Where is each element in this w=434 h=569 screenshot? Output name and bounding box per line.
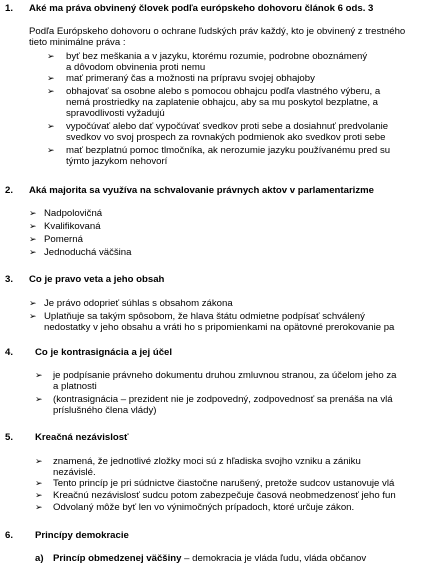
bullet-arrow-icon bbox=[35, 456, 43, 467]
list-item-line: príslušného člena vlády) bbox=[53, 405, 157, 416]
bullet-arrow-icon bbox=[35, 370, 43, 381]
bullet-arrow-icon bbox=[29, 221, 37, 232]
section-6-number: 6. bbox=[5, 530, 14, 541]
list-item: Jednoduchá väčšina bbox=[44, 247, 132, 258]
list-item-line: znamená, že jednotlivé zložky moci sú z hľadiska svojho vzniku a zániku bbox=[53, 456, 361, 467]
list-item-line: mať bezplatnú pomoc tlmočníka, ak nerozumie jazyku používanému pred su bbox=[66, 145, 391, 156]
list-item-line: je podpísanie právneho dokumentu druhou zmluvnou stranou, za účelom jeho za bbox=[53, 370, 397, 381]
bullet-arrow-icon bbox=[47, 145, 55, 156]
section-6-title: Princípy demokracie bbox=[35, 530, 129, 541]
list-item-line: týmto jazykom nehovorí bbox=[66, 156, 168, 167]
list-item-line: Kreačnú nezávislosť sudcu potom zabezpečuje časová neobmedzenosť jeho fun bbox=[53, 490, 396, 501]
bullet-arrow-icon bbox=[29, 234, 37, 245]
bullet-arrow-icon bbox=[47, 51, 55, 62]
list-item-line: vypočúvať alebo dať vypočúvať svedkov proti sebe a dosiahnuť predvolanie bbox=[66, 121, 389, 132]
list-item: Nadpolovičná bbox=[44, 208, 103, 219]
section-4-title: Co je kontrasignácia a jej účel bbox=[35, 347, 173, 358]
section-1-intro-line-2: tieto minimálne práva : bbox=[29, 37, 126, 48]
list-item-line: nezávislé. bbox=[53, 467, 96, 478]
subsection-a-title: Princíp obmedzenej väčšiny bbox=[53, 553, 182, 564]
bullet-arrow-icon bbox=[47, 73, 55, 84]
list-item: Kvalifikovaná bbox=[44, 221, 101, 232]
section-3-number: 3. bbox=[5, 274, 14, 285]
list-item-line: obhajovať sa osobne alebo s pomocou obhajcu podľa vlastného výberu, a bbox=[66, 86, 381, 97]
list-item-line: Je právo odoprieť súhlas s obsahom zákona bbox=[44, 298, 233, 309]
list-item-line: a platnosti bbox=[53, 381, 97, 392]
subsection-a-text: – demokracia je vláda ľudu, vláda občanov bbox=[181, 553, 367, 564]
section-5-number: 5. bbox=[5, 432, 14, 443]
bullet-arrow-icon bbox=[35, 478, 43, 489]
list-item: Pomerná bbox=[44, 234, 83, 245]
bullet-arrow-icon bbox=[35, 490, 43, 501]
section-1-intro-line-1: Podľa Európskeho dohovoru o ochrane ľudských práv každý, kto je obvinený z trestného bbox=[29, 26, 406, 37]
bullet-arrow-icon bbox=[29, 208, 37, 219]
list-item-line: Odvolaný môže byť len vo výnimočných prípadoch, ktoré určuje zákon. bbox=[53, 502, 355, 513]
list-item-line: Tento princíp je pri súdnictve čiastočne narušený, pretože sudcov ustanovuje vlá bbox=[53, 478, 395, 489]
bullet-arrow-icon bbox=[35, 502, 43, 513]
list-item-line: byť bez meškania a v jazyku, ktorému rozumie, podrobne oboznámený bbox=[66, 51, 368, 62]
list-item-line: nedostatky v jeho obsahu a vráti ho s pripomienkami na opätovné prerokovanie pa bbox=[44, 322, 395, 333]
list-item-line: svedkov vo svoj prospech za rovnakých podmienok ako svedkov proti sebe bbox=[66, 132, 386, 143]
section-3-title: Co je pravo veta a jeho obsah bbox=[29, 274, 165, 285]
list-item-line: (kontrasignácia – prezident nie je zodpovedný, zodpovednosť sa prenáša na vlá bbox=[53, 394, 393, 405]
bullet-arrow-icon bbox=[29, 311, 37, 322]
bullet-arrow-icon bbox=[47, 86, 55, 97]
section-2-number: 2. bbox=[5, 185, 14, 196]
section-5-title: Kreačná nezávislosť bbox=[35, 432, 129, 443]
list-item-line: spravodlivosti vyžadujú bbox=[66, 108, 165, 119]
subsection-a-line bbox=[53, 553, 366, 564]
bullet-arrow-icon bbox=[35, 394, 43, 405]
bullet-arrow-icon bbox=[29, 298, 37, 309]
subsection-a-label: a) bbox=[35, 553, 44, 564]
section-4-number: 4. bbox=[5, 347, 14, 358]
list-item-line: Uplatňuje sa takým spôsobom, že hlava štátu odmietne podpísať schválený bbox=[44, 311, 365, 322]
section-1-title: Aké ma práva obvinený človek podľa európskeho dohovoru článok 6 ods. 3 bbox=[29, 3, 374, 14]
section-2-title: Aká majorita sa využíva na schvalovanie právnych aktov v parlamentarizme bbox=[29, 185, 375, 196]
section-1-number: 1. bbox=[5, 3, 14, 14]
list-item-line: a dôvodom obvinenia proti nemu bbox=[66, 62, 206, 73]
bullet-arrow-icon bbox=[29, 247, 37, 258]
bullet-arrow-icon bbox=[47, 121, 55, 132]
list-item-line: mať primeraný čas a možnosti na prípravu svojej obhajoby bbox=[66, 73, 315, 84]
list-item-line: nemá prostriedky na zaplatenie obhajcu, aby sa mu poskytol bezplatne, a bbox=[66, 97, 378, 108]
